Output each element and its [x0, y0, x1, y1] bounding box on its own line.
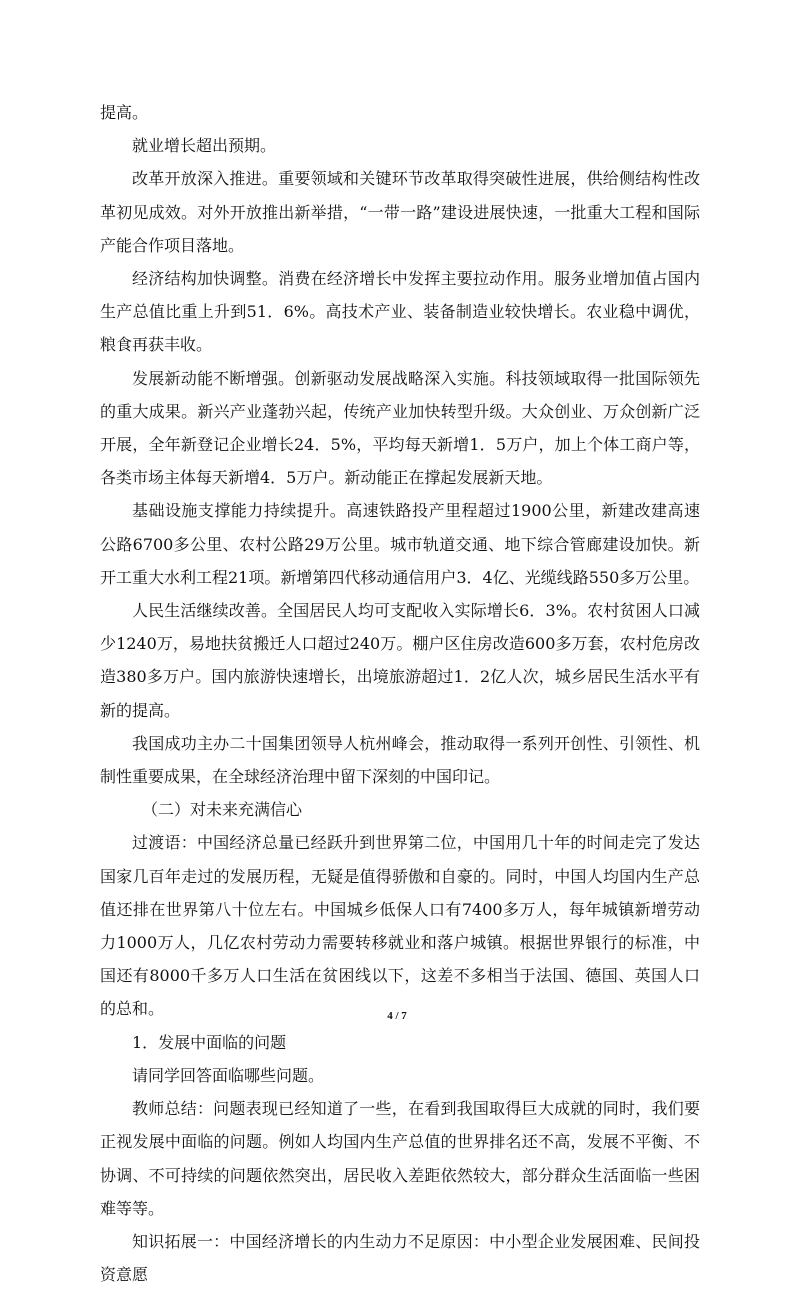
paragraph-new-momentum: 发展新动能不断增强。创新驱动发展战略深入实施。科技领域取得一批国际领先的重大成果。新兴产业蓬勃兴起，传统产业加快转型升级。大众创业、万众创新广泛开展，全年新登记企业增长24．5%，平均每天新增1．5万户，加上个体工商户等，各类市场主体每天新增4．5万户。新动能正在撑起发展新天地。 [100, 368, 700, 488]
paragraph-livelihood: 人民生活继续改善。全国居民人均可支配收入实际增长6．3%。农村贫困人口减少1240万，易地扶贫搬迁人口超过240万。棚户区住房改造600多万套，农村危房改造380多万户。国内旅游快速增长，出境旅游超过1．2亿人次，城乡居民生活水平有新的提高。 [100, 601, 700, 720]
paragraph-employment: 就业增长超出预期。 [132, 136, 277, 156]
paragraph-continuation: 提高。 [100, 103, 149, 122]
paragraph-question: 请同学回答面临哪些问题。 [132, 1065, 325, 1085]
page-number: 4 / 7 [387, 1010, 407, 1022]
document-body [100, 96, 700, 1291]
paragraph-g20: 我国成功主办二十国集团领导人杭州峰会，推动取得一系列开创性、引领性、机制性重要成果，在全球经济治理中留下深刻的中国印记。 [100, 733, 700, 787]
subsection-heading: 1．发展中面临的问题 [132, 1032, 287, 1052]
section-heading: （二）对未来充满信心 [142, 800, 303, 820]
paragraph-structure: 经济结构加快调整。消费在经济增长中发挥主要拉动作用。服务业增加值占国内生产总值比重上升到51．6%。高技术产业、装备制造业较快增长。农业稳中调优，粮食再获丰收。 [100, 269, 700, 355]
paragraph-infrastructure: 基础设施支撑能力持续提升。高速铁路投产里程超过1900公里，新建改建高速公路6700多公里、农村公路29万公里。城市轨道交通、地下综合管廊建设加快。新开工重大水利工程21项。新增第四代移动通信用户3．4亿、光缆线路550多万公里。 [100, 501, 700, 587]
paragraph-teacher-summary: 教师总结：问题表现已经知道了一些，在看到我国取得巨大成就的同时，我们要正视发展中面临的问题。例如人均国内生产总值的世界排名还不高，发展不平衡、不协调、不可持续的问题依然突出，居民收入差距依然较大，部分群众生活面临一些困难等等。 [100, 1099, 700, 1218]
paragraph-knowledge-extension: 知识拓展一：中国经济增长的内生动力不足原因：中小型企业发展困难、民间投资意愿 [100, 1231, 700, 1285]
paragraph-transition: 过渡语：中国经济总量已经跃升到世界第二位，中国用几十年的时间走完了发达国家几百年走过的发展历程，无疑是值得骄傲和自豪的。同时，中国人均国内生产总值还排在世界第八十位左右。中国城乡低保人口有7400多万人，每年城镇新增劳动力1000万人，几亿农村劳动力需要转移就业和落户城镇。根据世界银行的标准，中国还有8000千多万人口生活在贫困线以下，这差不多相当于法国、德国、英国人口的总和。 [100, 833, 700, 1019]
paragraph-reform: 改革开放深入推进。重要领域和关键环节改革取得突破性进展，供给侧结构性改革初见成效。对外开放推出新举措，“一带一路”建设进展快速，一批重大工程和国际产能合作项目落地。 [100, 169, 700, 255]
